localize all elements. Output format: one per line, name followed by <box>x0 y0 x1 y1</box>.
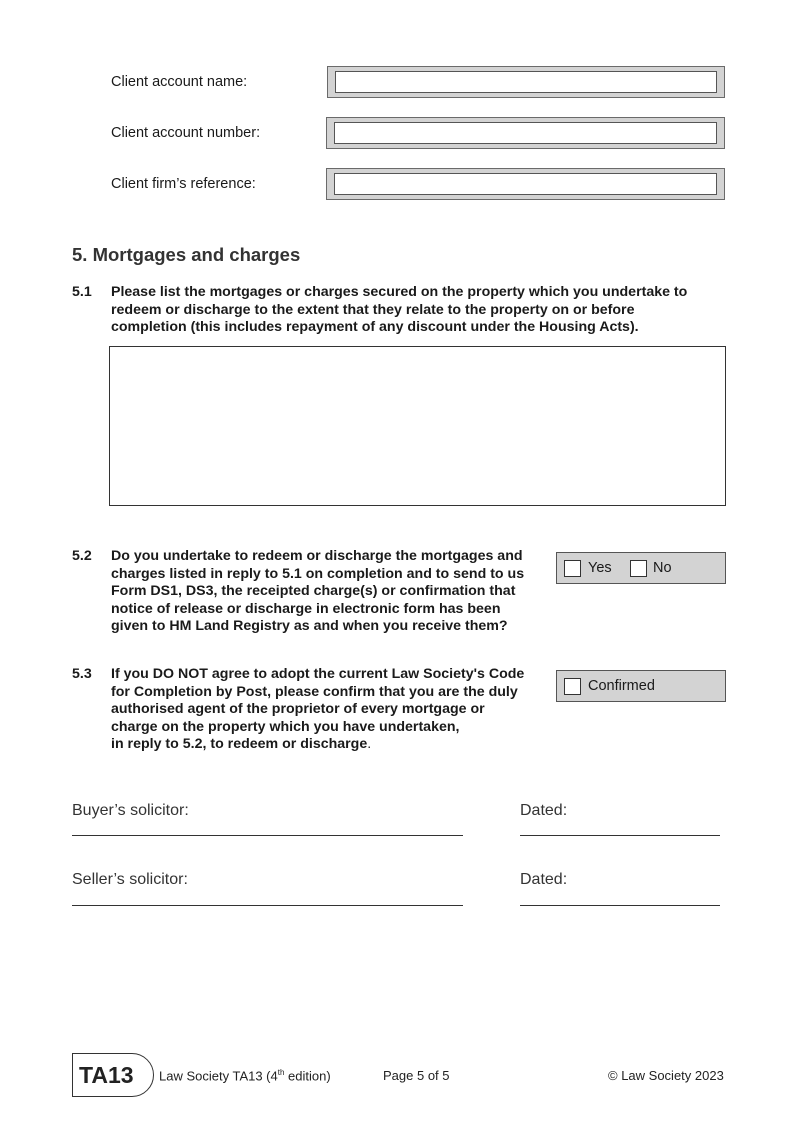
client-firm-reference-input[interactable] <box>334 173 717 195</box>
question-line: for Completion by Post, please confirm that you are the duly <box>111 683 518 700</box>
seller-dated-line[interactable] <box>520 905 720 906</box>
question-line: charges listed in reply to 5.1 on completion and to send to us <box>111 565 525 582</box>
yes-label: Yes <box>588 560 612 576</box>
form-badge-text: TA13 <box>79 1061 134 1088</box>
question-line: completion (this includes repayment of any discount under the Housing Acts). <box>111 319 639 335</box>
yes-no-panel <box>556 552 726 584</box>
client-account-number-label: Client account number: <box>111 125 261 141</box>
section-title: 5. Mortgages and charges <box>72 244 301 265</box>
question-number-5-1: 5.1 <box>72 284 92 300</box>
question-number-5-2: 5.2 <box>72 548 92 564</box>
question-line: redeem or discharge to the extent that they relate to the property on or before <box>111 301 635 318</box>
client-account-number-input[interactable] <box>334 122 717 144</box>
footer-form-name <box>159 1068 331 1083</box>
question-line: Do you undertake to redeem or discharge the mortgages and <box>111 548 523 564</box>
question-line-text: in reply to 5.2, to redeem or discharge <box>111 736 368 752</box>
question-line: Please list the mortgages or charges secured on the property which you undertake to <box>111 284 688 300</box>
no-label: No <box>653 560 672 576</box>
footer-copyright: © Law Society 2023 <box>608 1068 724 1083</box>
confirmed-label: Confirmed <box>588 678 655 694</box>
question-line: If you DO NOT agree to adopt the current Law Society's Code <box>111 666 525 682</box>
trailing-period: . <box>367 736 372 752</box>
confirmed-panel <box>556 670 726 702</box>
question-text-5-3 <box>111 666 551 754</box>
question-text-5-1 <box>111 284 731 337</box>
client-account-name-input[interactable] <box>335 71 717 93</box>
footer-form-name-sup: th <box>277 1068 285 1077</box>
question-line: charge on the property which you have undertaken, <box>111 718 460 735</box>
question-line: Form DS1, DS3, the receipted charge(s) or confirmation that <box>111 583 516 599</box>
buyer-dated-line[interactable] <box>520 835 720 836</box>
seller-dated-label: Dated: <box>520 871 568 888</box>
question-line <box>111 736 551 754</box>
form-badge <box>72 1053 154 1097</box>
footer-page-number: Page 5 of 5 <box>383 1068 450 1083</box>
question-text-5-2 <box>111 548 551 636</box>
client-account-name-frame <box>327 66 725 98</box>
buyer-solicitor-signature-line[interactable] <box>72 835 463 836</box>
seller-solicitor-label: Seller’s solicitor: <box>72 871 188 888</box>
mortgages-answer-box[interactable] <box>109 346 726 506</box>
client-firm-reference-label: Client firm’s reference: <box>111 176 256 192</box>
footer-form-name-text: Law Society TA13 (4 <box>159 1068 278 1084</box>
no-checkbox[interactable] <box>630 560 647 577</box>
question-line: given to HM Land Registry as and when you receive them? <box>111 618 508 634</box>
client-firm-reference-frame <box>326 168 725 200</box>
question-line: authorised agent of the proprietor of every mortgage or <box>111 701 485 717</box>
yes-checkbox[interactable] <box>564 560 581 577</box>
question-number-5-3: 5.3 <box>72 666 92 682</box>
client-account-number-frame <box>326 117 725 149</box>
buyer-solicitor-label: Buyer’s solicitor: <box>72 802 189 819</box>
confirmed-checkbox[interactable] <box>564 678 581 695</box>
seller-solicitor-signature-line[interactable] <box>72 905 463 906</box>
question-line: notice of release or discharge in electronic form has been <box>111 600 501 617</box>
client-account-name-label: Client account name: <box>111 74 248 90</box>
buyer-dated-label: Dated: <box>520 802 568 819</box>
footer-form-name-edition: edition) <box>284 1068 331 1084</box>
